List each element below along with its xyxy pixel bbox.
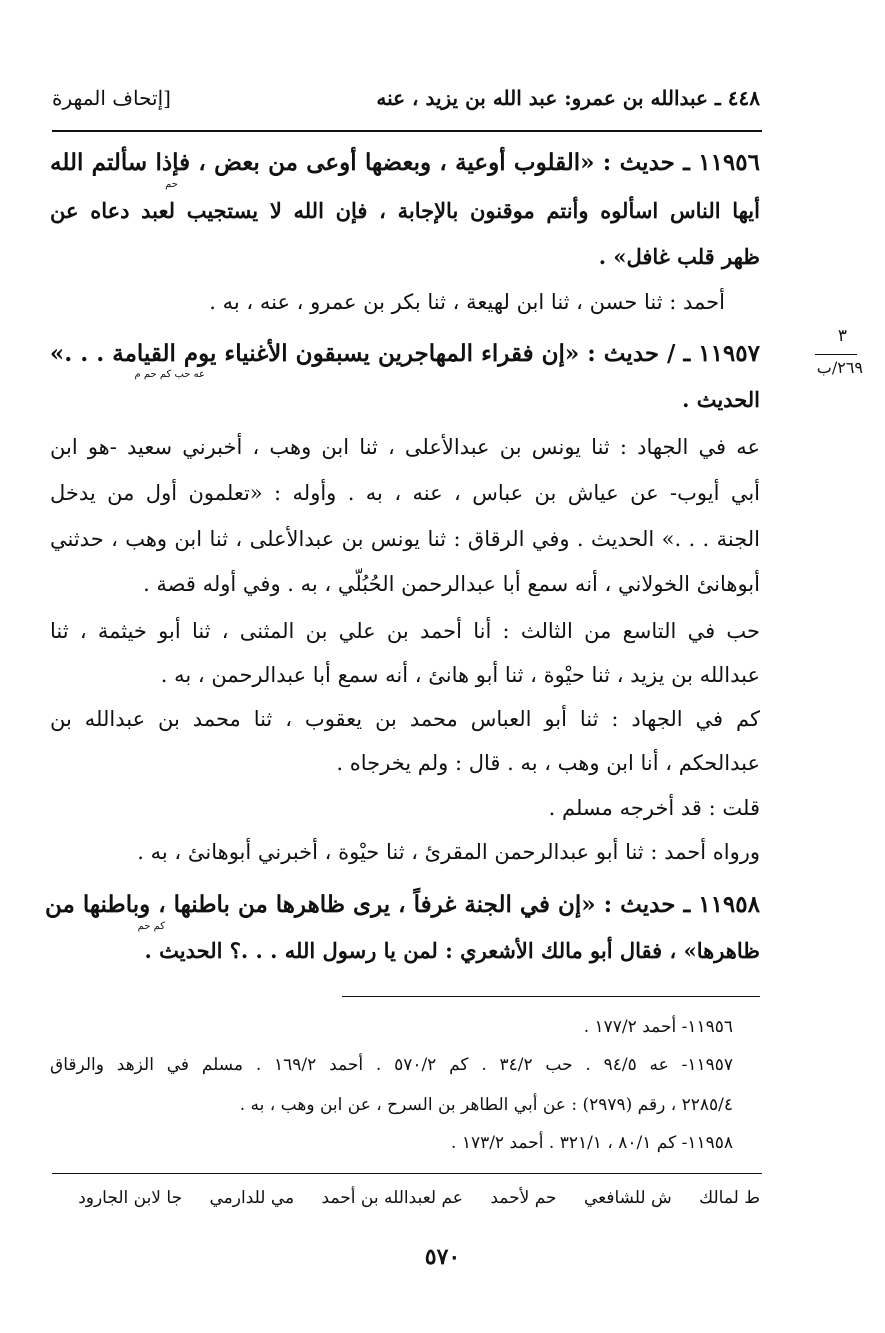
legend-item: حم لأحمد	[490, 1188, 557, 1208]
footnote-rule	[342, 996, 760, 997]
hadith-11957-sigla: عه حب كم حم م	[134, 369, 205, 380]
page-number: ٥٧٠	[424, 1244, 461, 1270]
hadith-11956-line-1: ١١٩٥٦ ـ حديث : «القلوب أوعية ، وبعضها أوعى من بعض ، فإذا سألتم الله	[50, 149, 760, 176]
hadith-11957-line-2: الحديث .	[682, 387, 760, 412]
hadith-11957-p4: قلت : قد أخرجه مسلم .	[548, 796, 760, 820]
legend-item: جا لابن الجارود	[78, 1188, 183, 1208]
hadith-11957-p3-line-2: عبدالحكم ، أنا ابن وهب ، به . قال : ولم يخرجاه .	[336, 751, 760, 775]
header-left: [إتحاف المهرة	[52, 86, 171, 110]
header-right: ٤٤٨ ـ عبدالله بن عمرو: عبد الله بن يزيد ، عنه	[376, 86, 760, 110]
legend-item: ط لمالك	[699, 1188, 760, 1208]
footnote-11956: ١١٩٥٦- أحمد ١٧٧/٢ .	[583, 1017, 733, 1037]
margin-note-ref: ٢٦٩/ب	[816, 358, 863, 377]
hadith-11957-p2-line-1: حب في التاسع من الثالث : أنا أحمد بن علي بن المثنى ، ثنا أبو خيثمة ، ثنا	[50, 619, 760, 643]
hadith-11957-p1-line-4: أبوهانئ الخولاني ، أنه سمع أبا عبدالرحمن الحُبُلّي ، به . وفي أوله قصة .	[143, 572, 760, 596]
legend-item: ش للشافعي	[583, 1188, 672, 1208]
hadith-11956-sigla: حم	[165, 179, 178, 190]
hadith-11957-line-1: ١١٩٥٧ ـ / حديث : «إن فقراء المهاجرين يسبقون الأغنياء يوم القيامة . . .»	[49, 340, 760, 367]
hadith-11958-sigla: كم حم	[137, 921, 165, 932]
footnote-11957-line-2: ٢٢٨٥/٤ ، رقم (٢٩٧٩) : عن أبي الطاهر بن السرح ، عن ابن وهب ، به .	[239, 1095, 733, 1115]
hadith-11958-line-2: ظاهرها» ، فقال أبو مالك الأشعري : لمن يا رسول الله . . .؟ الحديث .	[144, 938, 760, 963]
hadith-11956-line-2: أيها الناس اسألوه وأنتم موقنون بالإجابة ، فإن الله لا يستجيب لعبد دعاه عن	[50, 198, 760, 223]
hadith-11957-p2-line-2: عبدالله بن يزيد ، ثنا حيْوة ، ثنا أبو هانئ ، أنه سمع أبا عبدالرحمن ، به .	[160, 663, 760, 687]
hadith-11957-p3-line-1: كم في الجهاد : ثنا أبو العباس محمد بن يعقوب ، ثنا محمد بن عبدالله بن	[50, 707, 760, 731]
hadith-11957-p1-line-3: الجنة . . .» الحديث . وفي الرقاق : ثنا يونس بن عبدالأعلى ، ثنا ابن وهب ، حدثني	[50, 527, 760, 551]
hadith-11956-source: أحمد : ثنا حسن ، ثنا ابن لهيعة ، ثنا بكر بن عمرو ، عنه ، به .	[209, 290, 725, 314]
legend-item: مي للدارمي	[209, 1188, 295, 1208]
legend-rule	[52, 1173, 762, 1174]
header-rule	[52, 130, 762, 132]
hadith-11957-p1-line-1: عه في الجهاد : ثنا يونس بن عبدالأعلى ، ثنا ابن وهب ، أخبرني سعيد -هو ابن	[50, 435, 760, 459]
legend-item: عم لعبدالله بن أحمد	[321, 1188, 463, 1208]
margin-note-number: ٣	[837, 326, 847, 346]
hadith-11956-line-3: ظهر قلب غافل» .	[598, 244, 760, 269]
footnote-11958: ١١٩٥٨- كم ٨٠/١ ، ٣٢١/١ . أحمد ١٧٣/٢ .	[451, 1133, 733, 1153]
hadith-11957-p5: ورواه أحمد : ثنا أبو عبدالرحمن المقرئ ، ثنا حيْوة ، أخبرني أبوهانئ ، به .	[137, 840, 760, 864]
sigla-legend	[56, 1188, 760, 1208]
hadith-11957-p1-line-2: أبي أيوب- عن عياش بن عباس ، عنه ، به . وأوله : «تعلمون أول من يدخل	[50, 481, 760, 505]
margin-note-rule	[815, 354, 857, 355]
hadith-11958-line-1: ١١٩٥٨ ـ حديث : «إن في الجنة غرفاً ، يرى ظاهرها من باطنها ، وباطنها من	[45, 891, 760, 918]
footnote-11957-line-1: ١١٩٥٧- عه ٩٤/٥ . حب ٣٤/٢ . كم ٥٧٠/٢ . أحمد ١٦٩/٢ . مسلم في الزهد والرقاق	[50, 1055, 733, 1075]
